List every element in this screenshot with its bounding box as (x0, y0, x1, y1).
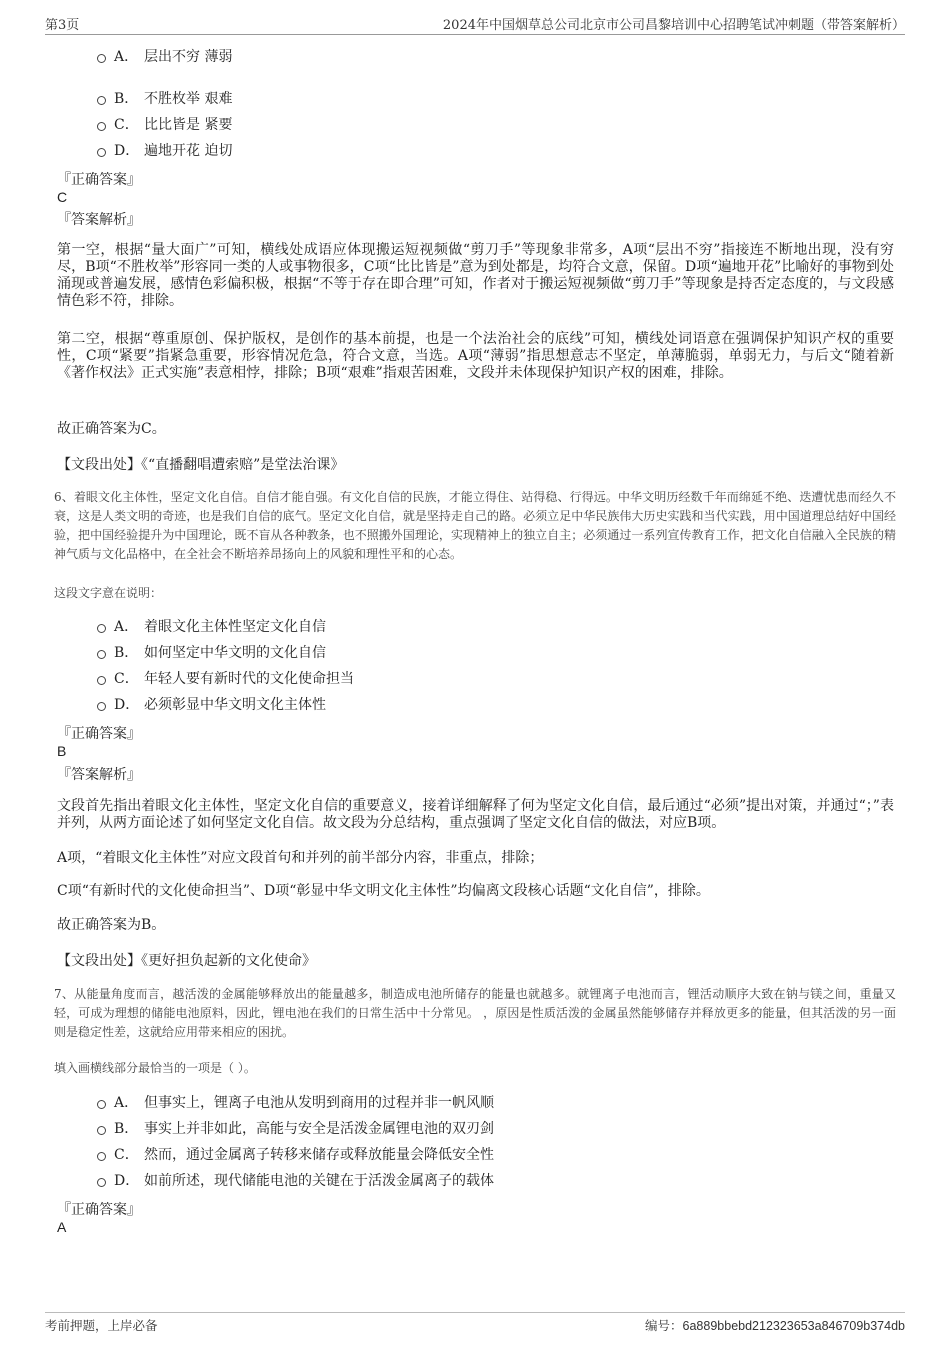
radio-icon[interactable] (97, 1126, 106, 1135)
q6-prompt: 这段文字意在说明： (54, 586, 163, 600)
q6-option-b[interactable]: B． 如何坚定中华文明的文化自信 (97, 644, 326, 662)
q6-analysis-para-3: C项“有新时代的文化使命担当”、D项“彰显中华文明文化主体性”均偏离文段核心话题“文化自信”，排除。 (57, 883, 710, 899)
q6-analysis-para-2: A项，“着眼文化主体性”对应文段首句和并列的前半部分内容，非重点，排除； (57, 850, 544, 866)
page-number: 第3页 (45, 18, 80, 33)
document-code: 编号：6a889bbebd212323653a846709b374db (645, 1319, 905, 1333)
q6-option-c[interactable]: C． 年轻人要有新时代的文化使命担当 (97, 670, 354, 688)
radio-icon[interactable] (97, 676, 106, 685)
document-title: 2024年中国烟草总公司北京市公司昌黎培训中心招聘笔试冲刺题（带答案解析） (442, 18, 905, 33)
radio-icon[interactable] (97, 54, 106, 63)
q5-option-d[interactable]: D． 遍地开花 迫切 (97, 142, 232, 160)
radio-icon[interactable] (97, 1100, 106, 1109)
q7-option-a[interactable]: A． 但事实上，锂离子电池从发明到商用的过程并非一帆风顺 (97, 1094, 494, 1112)
q5-answer: C (57, 189, 68, 205)
radio-icon[interactable] (97, 96, 106, 105)
radio-icon[interactable] (97, 1152, 106, 1161)
q5-analysis-conclusion: 故正确答案为C。 (57, 421, 166, 437)
radio-icon[interactable] (97, 702, 106, 711)
q5-source: 【文段出处】《“直播翻唱遭索赔”是堂法治课》 (57, 457, 345, 473)
q7-answer: A (57, 1219, 67, 1235)
q5-analysis-para-2: 第二空，根据“尊重原创、保护版权，是创作的基本前提，也是一个法治社会的底线”可知，横线处词语意在强调保护知识产权的重要性，C项“紧要”指紧急重要，形容情况危急，符合文意，当选。A项“薄弱”指思想意志不坚定，单薄脆弱，单弱无力，与后文“随着新《著作权法》正式实施”表意相悖，排除；B项“艰难”指艰苦困难，文段并未体现保护知识产权的困难，排除。 (57, 331, 894, 381)
q6-analysis-label: 『答案解析』 (57, 767, 141, 783)
q6-analysis-para-1: 文段首先指出着眼文化主体性，坚定文化自信的重要意义，接着详细解释了何为坚定文化自信，最后通过“必须”提出对策，并通过“；”表并列，从两方面论述了如何坚定文化自信。故文段为分总结构，重点强调了坚定文化自信的做法，对应B项。 (57, 798, 894, 831)
q6-stem: 6、着眼文化主体性，坚定文化自信。自信才能自强。有文化自信的民族，才能立得住、站得稳、行得远。中华文明历经数千年而绵延不绝、迭遭忧患而经久不衰，这是人类文明的奇迹，也是我们自信的底气。坚定文化自信，就是坚持走自己的路。必须立足中华民族伟大历史实践和当代实践，用中国道理总结好中国经验，把中国经验提升为中国理论，既不盲从各种教条，也不照搬外国理论，实现精神上的独立自主；必须通过一系列宣传教育工作，把文化自信融入全民族的精神气质与文化品格中，在全社会不断培养昂扬向上的风貌和理性平和的心态。 (54, 490, 896, 561)
q7-option-d[interactable]: D． 如前所述，现代储能电池的关键在于活泼金属离子的载体 (97, 1172, 494, 1190)
radio-icon[interactable] (97, 1178, 106, 1187)
q5-answer-label: 『正确答案』 (57, 172, 141, 188)
q7-answer-label: 『正确答案』 (57, 1202, 141, 1218)
q5-option-a[interactable]: A． 层出不穷 薄弱 (97, 48, 232, 66)
q5-analysis-label: 『答案解析』 (57, 212, 141, 228)
radio-icon[interactable] (97, 148, 106, 157)
q6-answer-label: 『正确答案』 (57, 726, 141, 742)
q5-option-b[interactable]: B． 不胜枚举 艰难 (97, 90, 232, 108)
radio-icon[interactable] (97, 122, 106, 131)
q5-analysis-para-1: 第一空，根据“量大面广”可知，横线处成语应体现搬运短视频做“剪刀手”等现象非常多，A项“层出不穷”指接连不断地出现，没有穷尽，B项“不胜枚举”形容同一类的人或事物很多，C项“比比皆是”意为到处都是，均符合文意，保留。D项“遍地开花”比喻好的事物到处涌现或普遍发展，感情色彩偏积极，根据“不等于存在即合理”可知，作者对于搬运短视频做“剪刀手”等现象是持否定态度的，与文段感情色彩不符，排除。 (57, 242, 894, 309)
page-header (45, 14, 905, 35)
q6-option-a[interactable]: A． 着眼文化主体性坚定文化自信 (97, 618, 326, 636)
page-footer (45, 1312, 905, 1333)
q5-option-c[interactable]: C． 比比皆是 紧要 (97, 116, 232, 134)
q7-option-c[interactable]: C． 然而，通过金属离子转移来储存或释放能量会降低安全性 (97, 1146, 494, 1164)
q6-answer: B (57, 743, 67, 759)
q6-source: 【文段出处】《更好担负起新的文化使命》 (57, 953, 316, 969)
q6-option-d[interactable]: D． 必须彰显中华文明文化主体性 (97, 696, 326, 714)
footer-slogan: 考前押题，上岸必备 (45, 1318, 158, 1333)
q7-stem: 7、从能量角度而言，越活泼的金属能够释放出的能量越多，制造成电池所储存的能量也就越多。就锂离子电池而言，锂活动顺序大致在钠与镁之间，重量又轻，可成为理想的储能电池原料，因此，锂电池在我们的日常生活中十分常见。 ，原因是性质活泼的金属虽然能够储存并释放更多的能量，但其活泼的另一面则是稳定性差，这就给应用带来相应的困扰。 (54, 987, 896, 1039)
radio-icon[interactable] (97, 624, 106, 633)
radio-icon[interactable] (97, 650, 106, 659)
q7-prompt: 填入画横线部分最恰当的一项是（ ）。 (54, 1061, 256, 1075)
q7-option-b[interactable]: B． 事实上并非如此，高能与安全是活泼金属锂电池的双刃剑 (97, 1120, 494, 1138)
q6-analysis-conclusion: 故正确答案为B。 (57, 917, 166, 933)
